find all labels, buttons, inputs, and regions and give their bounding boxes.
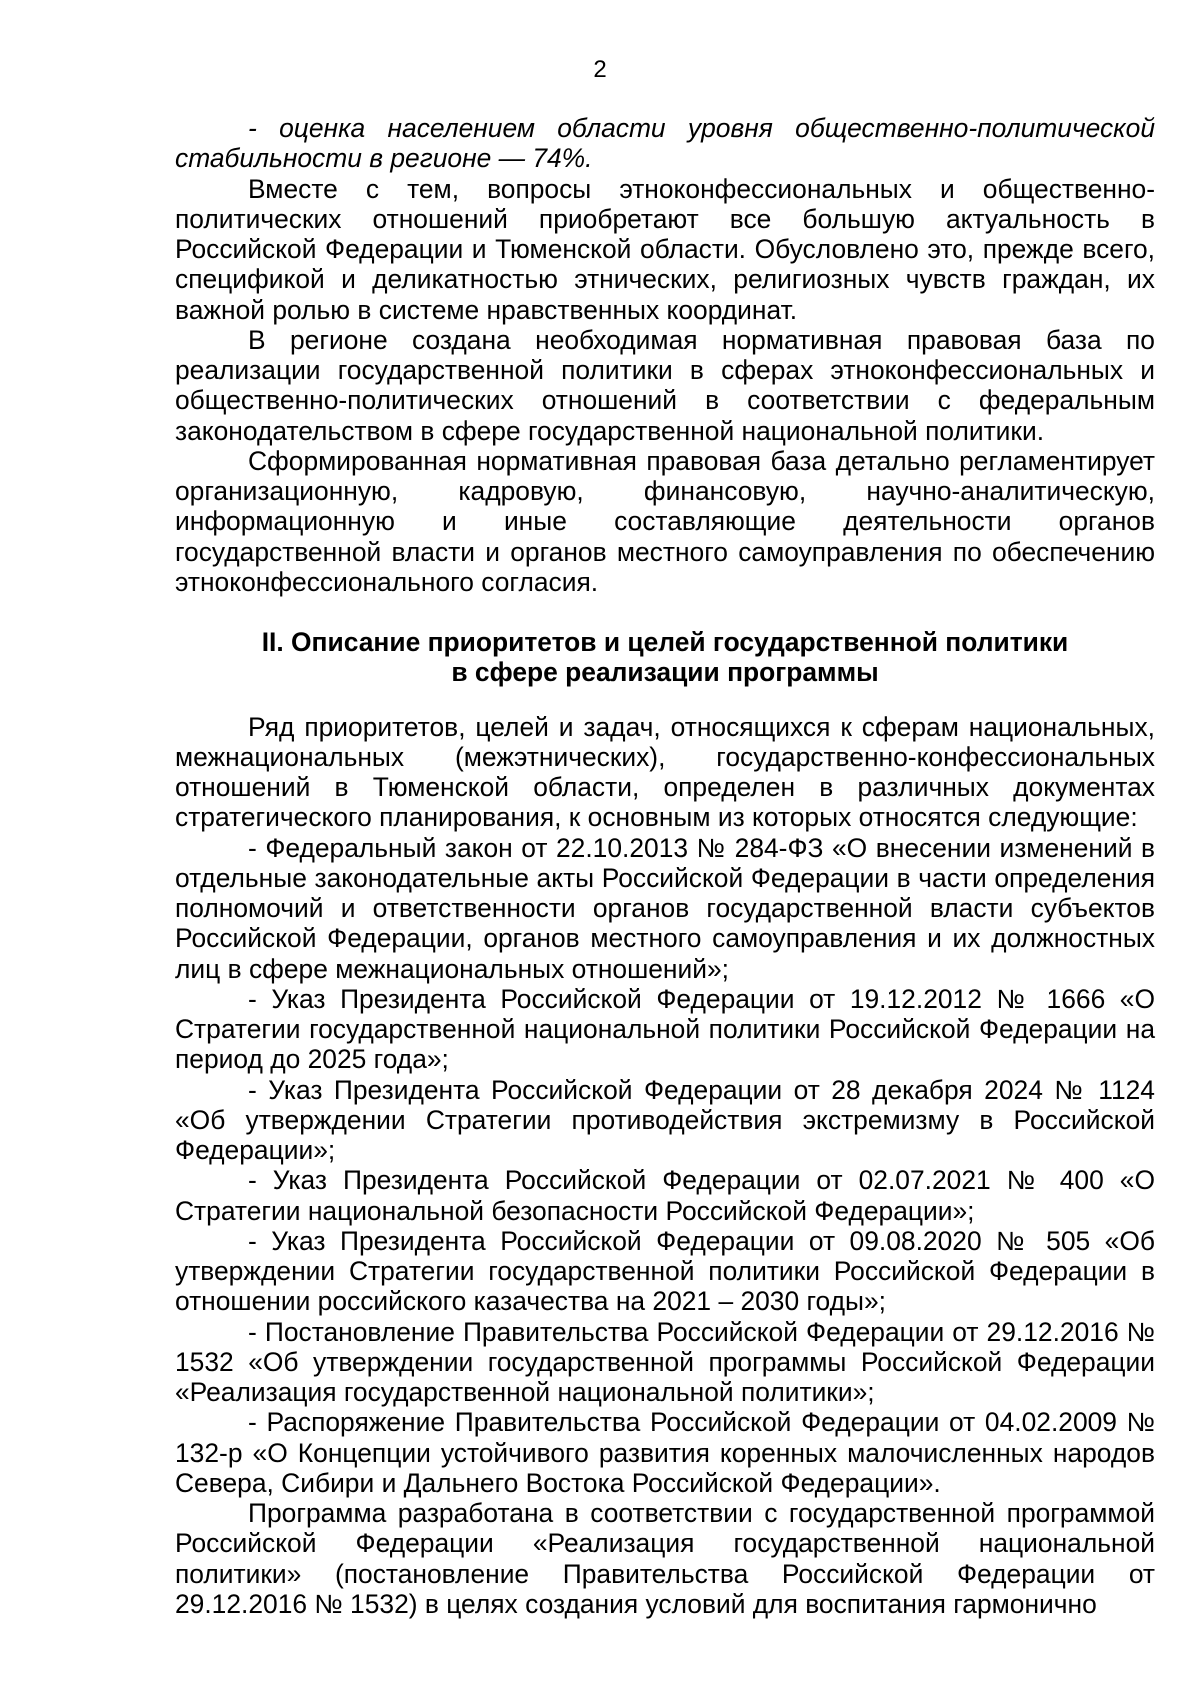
paragraph: Программа разработана в соответствии с государственной программой Российской Федерации «Реализация государственной национальной политики» (постановление Правительства Российской Федерации от 29.12.2016 № 1532) в целях создания условий для воспитания гармонично	[175, 1498, 1155, 1619]
paragraph: Вместе с тем, вопросы этноконфессиональных и общественно-политических отношений приобретают все большую актуальность в Российской Федерации и Тюменской области. Обусловлено это, прежде всего, спецификой и деликатностью этнических, религиозных чувств граждан, их важной ролью в системе нравственных координат.	[175, 173, 1155, 325]
paragraph: - оценка населением области уровня общественно-политической стабильности в регионе — 74%.	[175, 113, 1155, 174]
list-item: - Указ Президента Российской Федерации от 02.07.2021 № 400 «О Стратегии национальной безопасности Российской Федерации»;	[175, 1165, 1155, 1226]
section-heading-line-2: в сфере реализации программы	[451, 657, 879, 688]
section-heading-line-1: II. Описание приоритетов и целей государственной политики	[261, 627, 1069, 657]
list-item: - Указ Президента Российской Федерации от 19.12.2012 № 1666 «О Стратегии государственной национальной политики Российской Федерации на период до 2025 года»;	[175, 983, 1155, 1075]
page-number: 2	[593, 56, 607, 83]
list-item: - Распоряжение Правительства Российской Федерации от 04.02.2009 № 132-р «О Концепции устойчивого развития коренных малочисленных народов Севера, Сибири и Дальнего Востока Российской Федерации».	[175, 1407, 1155, 1498]
list-item: - Указ Президента Российской Федерации от 09.08.2020 № 505 «Об утверждении Стратегии государственной политики Российской Федерации в отношении российского казачества на 2021 – 2030 годы»;	[175, 1225, 1155, 1317]
paragraph: В регионе создана необходимая нормативная правовая база по реализации государственной политики в сферах этноконфессиональных и общественно-политических отношений в соответствии с федеральным законодательством в сфере государственной национальной политики.	[175, 324, 1155, 446]
document-body	[175, 113, 1155, 1619]
list-item: - Федеральный закон от 22.10.2013 № 284-ФЗ «О внесении изменений в отдельные законодательные акты Российской Федерации в части определения полномочий и ответственности органов государственной власти субъектов Российской Федерации, органов местного самоуправления и их должностных лиц в сфере межнациональных отношений»;	[175, 832, 1155, 984]
section-heading	[175, 627, 1155, 688]
paragraph: Ряд приоритетов, целей и задач, относящихся к сферам национальных, межнациональных (межэтнических), государственно-конфессиональных отношений в Тюменской области, определен в различных документах стратегического планирования, к основным из которых относятся следующие:	[175, 711, 1155, 833]
list-item: - Постановление Правительства Российской Федерации от 29.12.2016 № 1532 «Об утверждении государственной программы Российской Федерации «Реализация государственной национальной политики»;	[175, 1316, 1155, 1407]
paragraph: Сформированная нормативная правовая база детально регламентирует организационную, кадровую, финансовую, научно-аналитическую, информационную и иные составляющие деятельности органов государственной власти и органов местного самоуправления по обеспечению этноконфессионального согласия.	[175, 445, 1155, 597]
list-item: - Указ Президента Российской Федерации от 28 декабря 2024 № 1124 «Об утверждении Стратегии противодействия экстремизму в Российской Федерации»;	[175, 1074, 1155, 1165]
